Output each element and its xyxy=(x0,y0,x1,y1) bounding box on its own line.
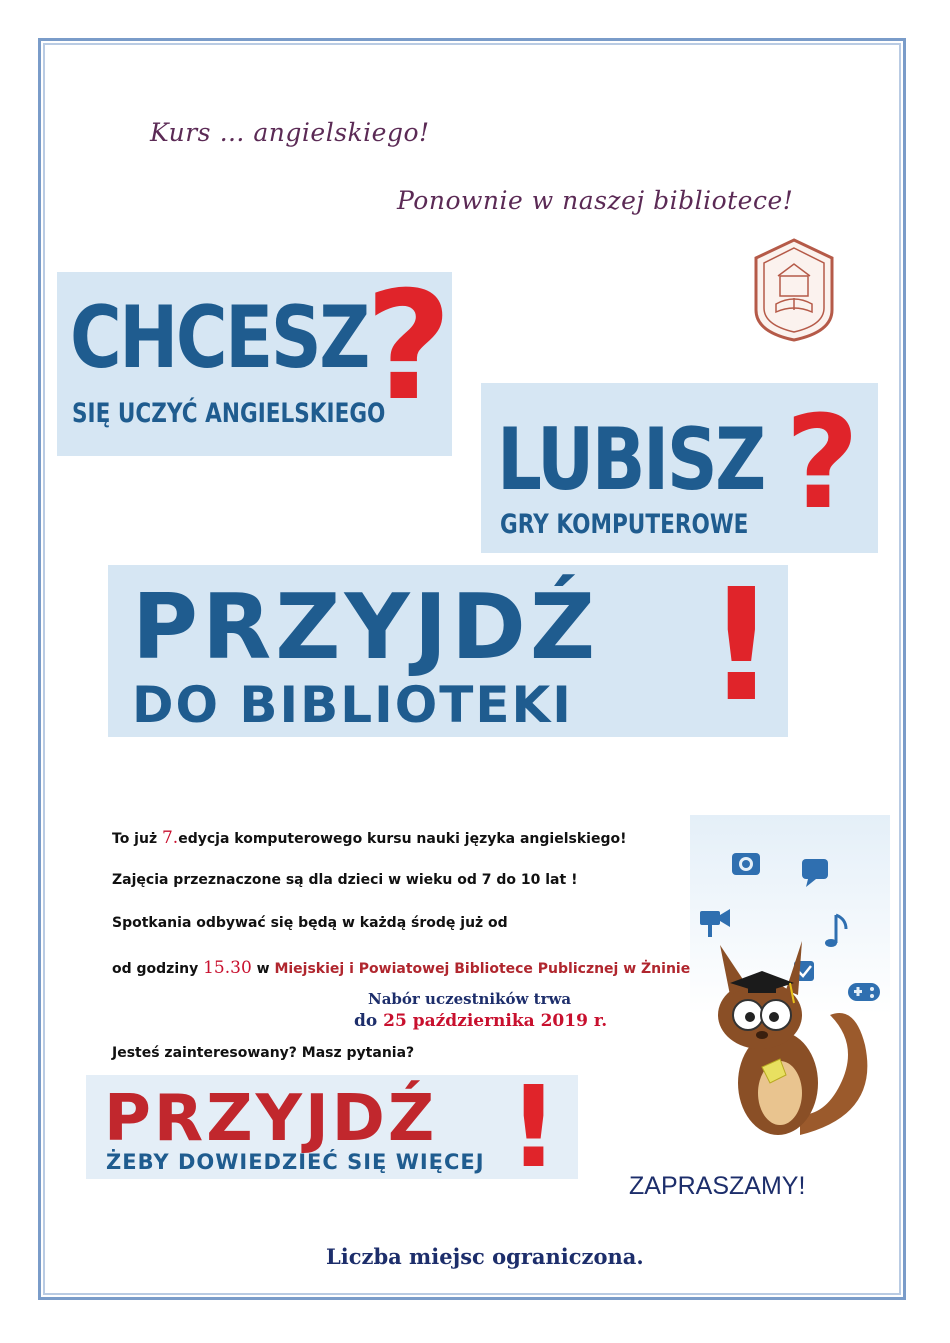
banner-przyjdz-learn-subtitle: ŻEBY DOWIEDZIEĆ SIĘ WIĘCEJ xyxy=(106,1150,485,1174)
footer-limited-places: Liczba miejsc ograniczona. xyxy=(326,1244,644,1269)
info-edition-suffix: edycja komputerowego kursu nauki języka angielskiego! xyxy=(178,831,627,847)
recruitment-deadline-line xyxy=(354,1011,607,1031)
banner-przyjdz-learn-exclamation: ! xyxy=(508,1063,560,1193)
info-time-place-line xyxy=(112,958,701,978)
banner-przyjdz-title: PRZYJDŹ xyxy=(132,575,600,680)
invitation-text: ZAPRASZAMY! xyxy=(629,1172,806,1200)
info-edition-prefix: To już xyxy=(112,831,162,847)
banner-chcesz-question-mark: ? xyxy=(365,260,453,434)
banner-przyjdz-exclamation: ! xyxy=(706,555,777,736)
banner-chcesz-subtitle: SIĘ UCZYĆ ANGIELSKIEGO xyxy=(72,398,386,429)
info-edition-line xyxy=(112,828,626,848)
header-line-course: Kurs … angielskiego! xyxy=(150,118,430,147)
info-time-mid: w xyxy=(251,961,275,977)
gamepad-icon xyxy=(848,983,880,1001)
info-question-line: Jesteś zainteresowany? Masz pytania? xyxy=(112,1045,415,1061)
banner-przyjdz-learn-title: PRZYJDŹ xyxy=(104,1082,438,1156)
mascot-illustration xyxy=(690,815,890,1155)
banner-lubisz-subtitle: GRY KOMPUTEROWE xyxy=(500,509,749,540)
banner-chcesz-title: CHCESZ xyxy=(70,288,368,388)
banner-lubisz-question-mark: ? xyxy=(785,389,860,538)
banner-przyjdz-subtitle: DO BIBLIOTEKI xyxy=(132,676,573,734)
info-time-prefix: od godziny xyxy=(112,961,204,977)
recruitment-line: Nabór uczestników trwa xyxy=(368,990,572,1008)
banner-lubisz-title: LUBISZ xyxy=(497,410,764,510)
info-place: Miejskiej i Powiatowej Bibliotece Publicznej w Żninie xyxy=(274,961,691,977)
header-line-again: Ponownie w naszej bibliotece! xyxy=(397,186,794,215)
info-schedule-line: Spotkania odbywać się będą w każdą środę już od xyxy=(112,915,508,931)
info-edition-number: 7. xyxy=(161,828,179,848)
camera-icon xyxy=(732,853,760,875)
recruitment-deadline-prefix: do xyxy=(354,1011,384,1031)
recruitment-deadline-date: 25 października 2019 r. xyxy=(383,1011,608,1031)
library-stamp-icon xyxy=(748,236,840,344)
info-time: 15.30 xyxy=(203,958,252,978)
info-age-line: Zajęcia przeznaczone są dla dzieci w wieku od 7 do 10 lat ! xyxy=(112,872,578,888)
